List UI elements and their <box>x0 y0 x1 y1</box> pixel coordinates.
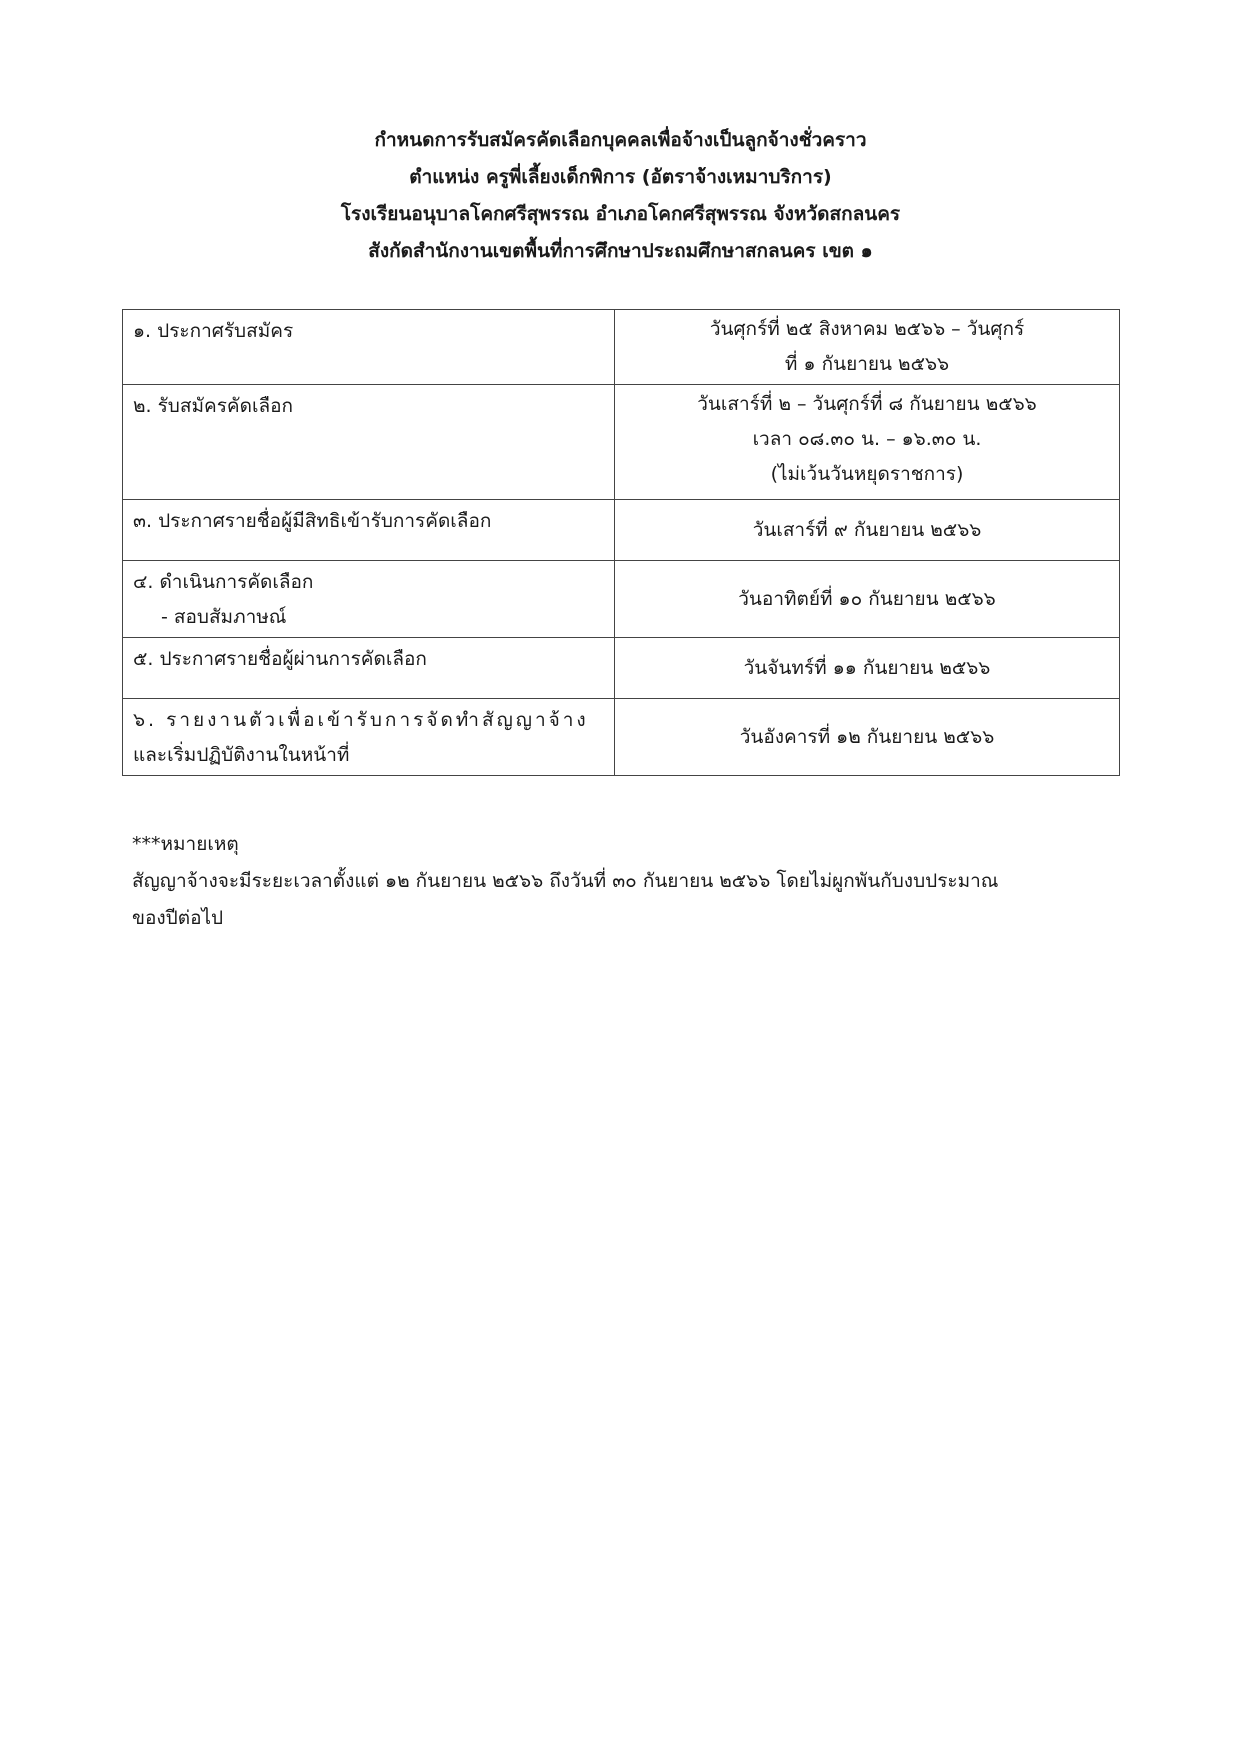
table-row <box>123 561 1120 638</box>
date-text: วันเสาร์ที่ ๒ – วันศุกร์ที่ ๘ กันยายน ๒๕๖๖ <box>697 393 1037 415</box>
item-text: ๒. รับสมัครคัดเลือก <box>133 395 294 417</box>
schedule-table <box>122 309 1120 776</box>
heading-title: กำหนดการรับสมัครคัดเลือกบุคคลเพื่อจ้างเป็นลูกจ้างชั่วคราว <box>374 129 867 151</box>
date-text: วันอังคารที่ ๑๒ กันยายน ๒๕๖๖ <box>739 725 995 748</box>
schedule-item <box>123 699 615 776</box>
schedule-item <box>123 500 615 561</box>
schedule-date <box>615 699 1120 776</box>
table-row <box>123 500 1120 561</box>
item-text: และเริ่มปฏิบัติงานในหน้าที่ <box>133 744 350 766</box>
schedule-date <box>615 385 1120 500</box>
item-text: ๔. ดำเนินการคัดเลือก <box>133 571 314 593</box>
schedule-date <box>615 561 1120 638</box>
schedule-item <box>123 561 615 638</box>
document-heading <box>0 122 1241 270</box>
schedule-item <box>123 638 615 699</box>
remark-text-continued: ของปีต่อไป <box>132 907 224 929</box>
remark-title: ***หมายเหตุ <box>132 833 239 855</box>
date-text: วันเสาร์ที่ ๙ กันยายน ๒๕๖๖ <box>752 518 982 541</box>
table-row <box>123 638 1120 699</box>
date-text: (ไม่เว้นวันหยุดราชการ) <box>770 463 964 485</box>
date-text: วันจันทร์ที่ ๑๑ กันยายน ๒๕๖๖ <box>743 656 991 679</box>
table-row <box>123 310 1120 385</box>
remark-section <box>132 826 1122 937</box>
date-text: วันศุกร์ที่ ๒๕ สิงหาคม ๒๕๖๖ – วันศุกร์ <box>709 318 1025 340</box>
item-text: ๑. ประกาศรับสมัคร <box>133 320 294 342</box>
date-text: ที่ ๑ กันยายน ๒๕๖๖ <box>784 353 950 375</box>
heading-position: ตำแหน่ง ครูพี่เลี้ยงเด็กพิการ (อัตราจ้างเหมาบริการ) <box>409 166 832 188</box>
schedule-date <box>615 638 1120 699</box>
item-subtext: - สอบสัมภาษณ์ <box>161 606 287 628</box>
remark-text: สัญญาจ้างจะมีระยะเวลาตั้งแต่ ๑๒ กันยายน ๒๕๖๖ ถึงวันที่ ๓๐ กันยายน ๒๕๖๖ โดยไม่ผูกพันกับงบประมาณ <box>132 870 999 892</box>
table-row <box>123 385 1120 500</box>
item-text: ๕. ประกาศรายชื่อผู้ผ่านการคัดเลือก <box>133 648 427 670</box>
heading-school: โรงเรียนอนุบาลโคกศรีสุพรรณ อำเภอโคกศรีสุพรรณ จังหวัดสกลนคร <box>340 203 901 225</box>
heading-office: สังกัดสำนักงานเขตพื้นที่การศึกษาประถมศึกษาสกลนคร เขต ๑ <box>368 240 873 262</box>
item-text: ๓. ประกาศรายชื่อผู้มีสิทธิเข้ารับการคัดเลือก <box>133 510 492 532</box>
date-text: เวลา ๐๘.๓๐ น. – ๑๖.๓๐ น. <box>752 428 982 450</box>
schedule-date <box>615 500 1120 561</box>
table-row <box>123 699 1120 776</box>
schedule-item <box>123 310 615 385</box>
item-text: ๖. รายงานตัวเพื่อเข้ารับการจัดทำสัญญาจ้าง <box>133 709 589 731</box>
schedule-date <box>615 310 1120 385</box>
schedule-item <box>123 385 615 500</box>
date-text: วันอาทิตย์ที่ ๑๐ กันยายน ๒๕๖๖ <box>738 587 996 610</box>
